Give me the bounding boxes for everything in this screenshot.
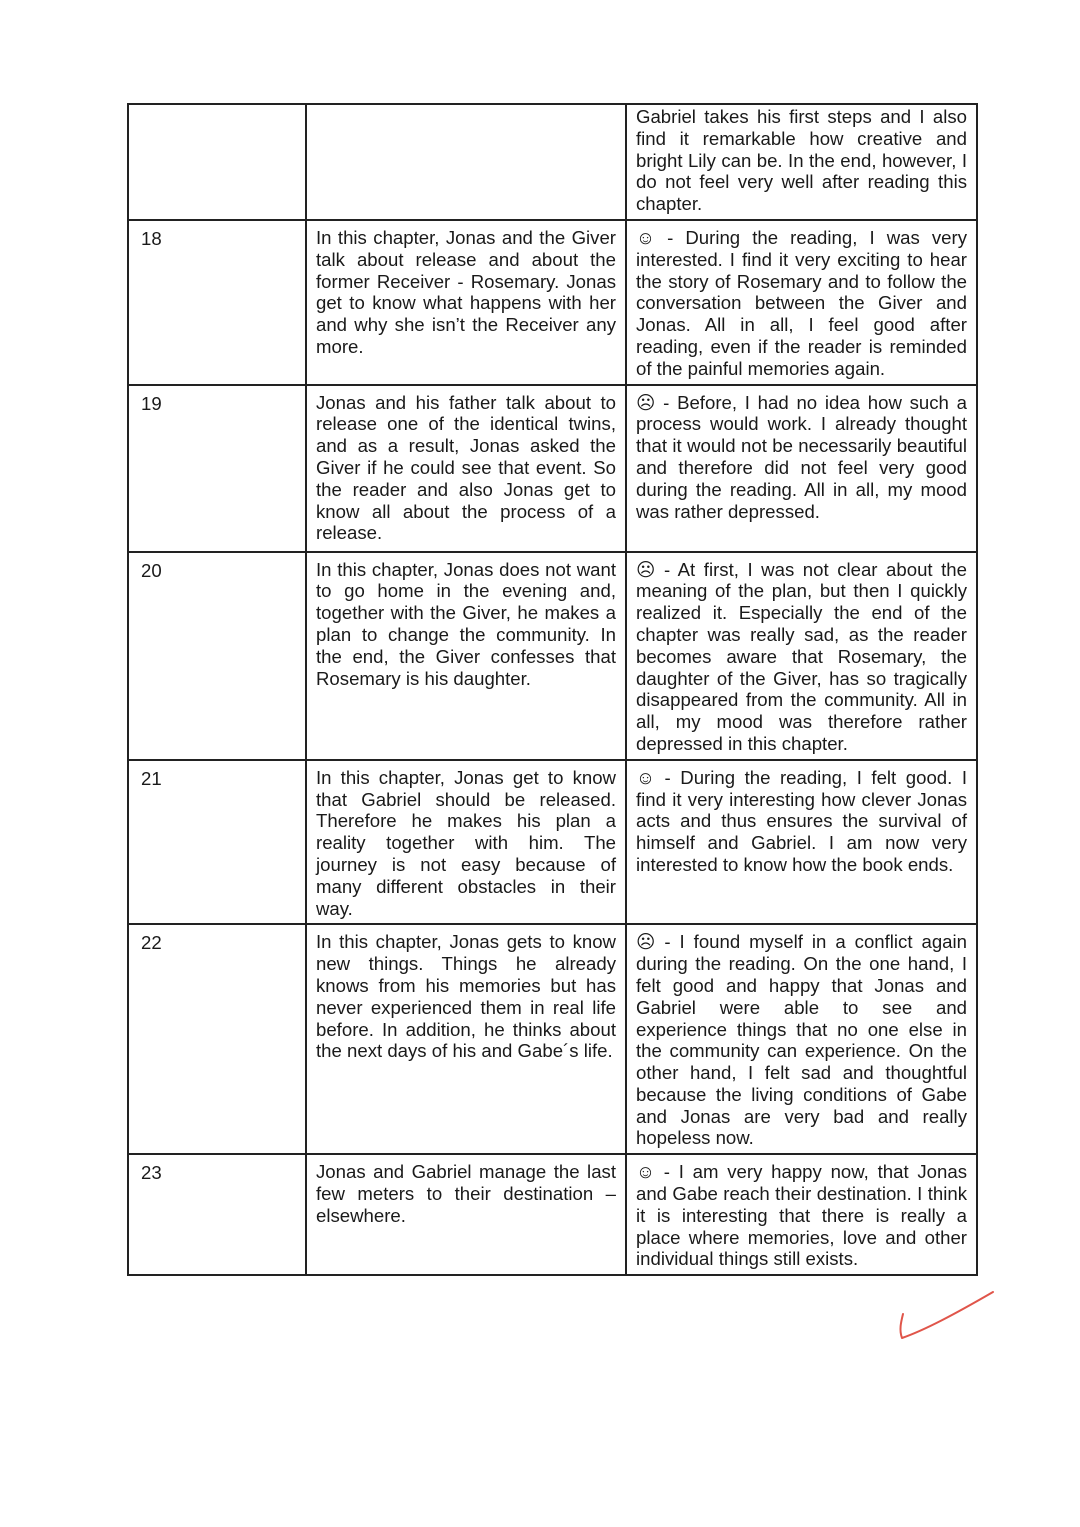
chapter-summary: In this chapter, Jonas and the Giver talk about release and about the former Receiver - Rosemary. Jonas get to know what happens with her and why she isn’t the Receiver any more. [306,220,626,385]
chapter-summary [306,104,626,220]
chapter-number: 19 [128,385,306,552]
chapter-number: 21 [128,760,306,925]
table-row [128,1154,977,1275]
chapter-number [128,104,306,220]
chapter-number: 22 [128,924,306,1154]
chapter-summary: In this chapter, Jonas get to know that Gabriel should be released. Therefore he makes his plan a reality together with him. The journey is not easy because of many different obstacles in their way. [306,760,626,925]
chapter-number: 20 [128,552,306,760]
chapter-opinion: ☺ - I am very happy now, that Jonas and Gabe reach their destination. I think it is interesting that there is really a place where memories, love and other individual things still exists. [626,1154,977,1275]
check-mark-icon [895,1286,997,1346]
chapter-summary: Jonas and Gabriel manage the last few meters to their destination – elsewhere. [306,1154,626,1275]
table-row [128,385,977,552]
table-row [128,924,977,1154]
chapter-summary: In this chapter, Jonas gets to know new things. Things he already knows from his memories but has never experienced them in real life before. In addition, he thinks about the next days of his and Gabe´s life. [306,924,626,1154]
table-row [128,552,977,760]
chapter-opinion: ☹ - Before, I had no idea how such a process would work. I already thought that it would not be necessarily beautiful and therefore did not feel very good during the reading. All in all, my mood was rather depressed. [626,385,977,552]
chapter-opinion: ☺ - During the reading, I was very interested. I find it very exciting to hear the story of Rosemary and to follow the conversation between the Giver and Jonas. All in all, I feel good after reading, even if the reader is reminded of the painful memories again. [626,220,977,385]
chapter-opinion: Gabriel takes his first steps and I also find it remarkable how creative and bright Lily can be. In the end, however, I do not feel very well after reading this chapter. [626,104,977,220]
chapter-opinion: ☺ - During the reading, I felt good. I find it very interesting how clever Jonas acts and thus ensures the survival of himself and Gabriel. I am now very interested to know how the book ends. [626,760,977,925]
table-row [128,104,977,220]
chapter-summary: Jonas and his father talk about to release one of the identical twins, and as a result, Jonas asked the Giver if he could see that event. So the reader and also Jonas get to know all about the process of a release. [306,385,626,552]
chapter-number: 18 [128,220,306,385]
chapter-number: 23 [128,1154,306,1275]
chapter-summary: In this chapter, Jonas does not want to go home in the evening and, together with the Giver, he makes a plan to change the community. In the end, the Giver confesses that Rosemary is his daughter. [306,552,626,760]
chapter-opinion: ☹ - I found myself in a conflict again during the reading. On the one hand, I felt good and happy that Jonas and Gabriel were able to see and experience things that no one else in the community can experience. On the other hand, I felt sad and thoughtful because the living conditions of Gabe and Jonas are very bad and really hopeless now. [626,924,977,1154]
table-row [128,760,977,925]
reading-log-table [127,103,978,1276]
chapter-opinion: ☹ - At first, I was not clear about the meaning of the plan, but then I quickly realized it. Especially the end of the chapter was really sad, as the reader becomes aware that Rosemary, the daughter of the Giver, has so tragically disappeared from the community. All in all, my mood was therefore rather depressed in this chapter. [626,552,977,760]
table-row [128,220,977,385]
